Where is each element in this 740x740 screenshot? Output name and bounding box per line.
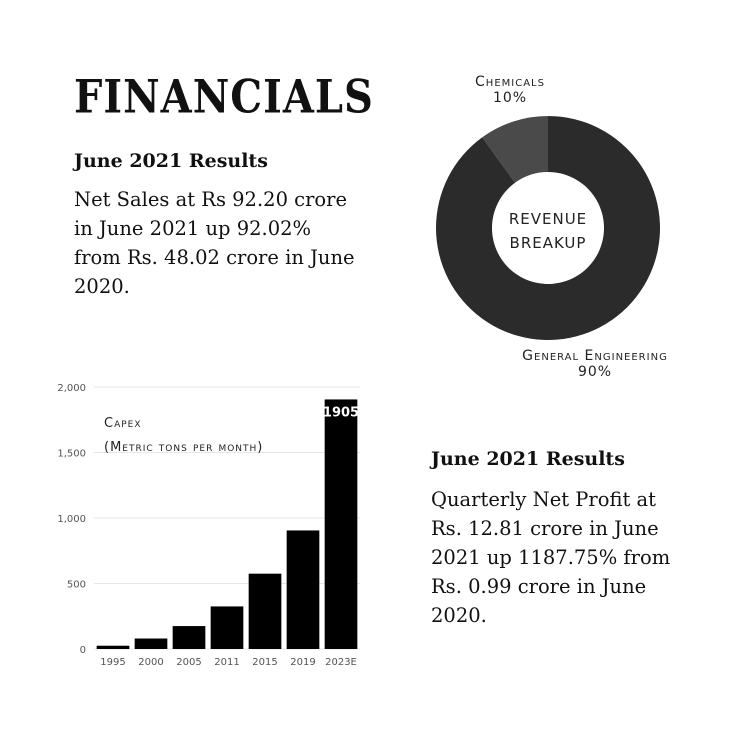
donut-slice-general-engineering [436, 116, 660, 340]
slice-label-chemicals: Chemicals 10% [475, 74, 545, 106]
revenue-donut-chart [420, 100, 680, 350]
x-tick-label: 2000 [138, 657, 164, 668]
y-tick-label: 1,500 [57, 448, 86, 460]
section1-heading: June 2021 Results [74, 150, 268, 172]
x-tick-label: 2005 [176, 657, 202, 668]
x-tick-label: 2019 [290, 657, 316, 668]
donut-center-label-line1: REVENUE [508, 210, 588, 228]
section1-text [74, 185, 374, 301]
bar-1995 [97, 646, 130, 649]
x-tick-label: 1995 [100, 657, 126, 668]
x-tick-label: 2023E [325, 657, 357, 668]
bar-chart-title-line2: (Metric tons per month) [104, 440, 264, 455]
section2-text [431, 485, 691, 630]
section2-line: Rs. 12.81 crore in June [431, 517, 659, 540]
donut-center-label-line2: BREAKUP [509, 234, 587, 252]
bar-2005 [173, 626, 206, 649]
section1-line: Net Sales at Rs 92.20 crore [74, 188, 348, 211]
page-title: FINANCIALS [74, 70, 374, 125]
y-tick-label: 500 [66, 579, 86, 591]
x-tick-label: 2015 [252, 657, 278, 668]
bar-chart-title-line1: Capex [104, 416, 142, 431]
section1-line: from Rs. 48.02 crore in June [74, 246, 355, 269]
section2-line: Quarterly Net Profit at [431, 488, 656, 511]
bar-2019 [287, 530, 320, 649]
section2-line: 2021 up 1187.75% from [431, 546, 671, 569]
section2-line: Rs. 0.99 crore in June [431, 575, 647, 598]
y-tick-label: 1,000 [57, 514, 86, 525]
section2-line: 2020. [431, 604, 487, 627]
section1-line: in June 2021 up 92.02% [74, 217, 312, 240]
section1-line: 2020. [74, 275, 130, 298]
x-tick-label: 2011 [214, 657, 240, 668]
section2-heading: June 2021 Results [431, 448, 625, 470]
bar-2011 [211, 606, 244, 649]
bar-data-label: 1905 [322, 405, 360, 421]
slice-label-general-engineering: General Engineering 90% [522, 348, 668, 380]
capex-bar-chart [50, 375, 370, 675]
y-tick-label: 0 [79, 645, 86, 656]
bar-2015 [249, 574, 282, 649]
y-tick-label: 2,000 [57, 383, 86, 394]
bar-2023E [322, 399, 360, 649]
bar-2000 [135, 639, 168, 649]
